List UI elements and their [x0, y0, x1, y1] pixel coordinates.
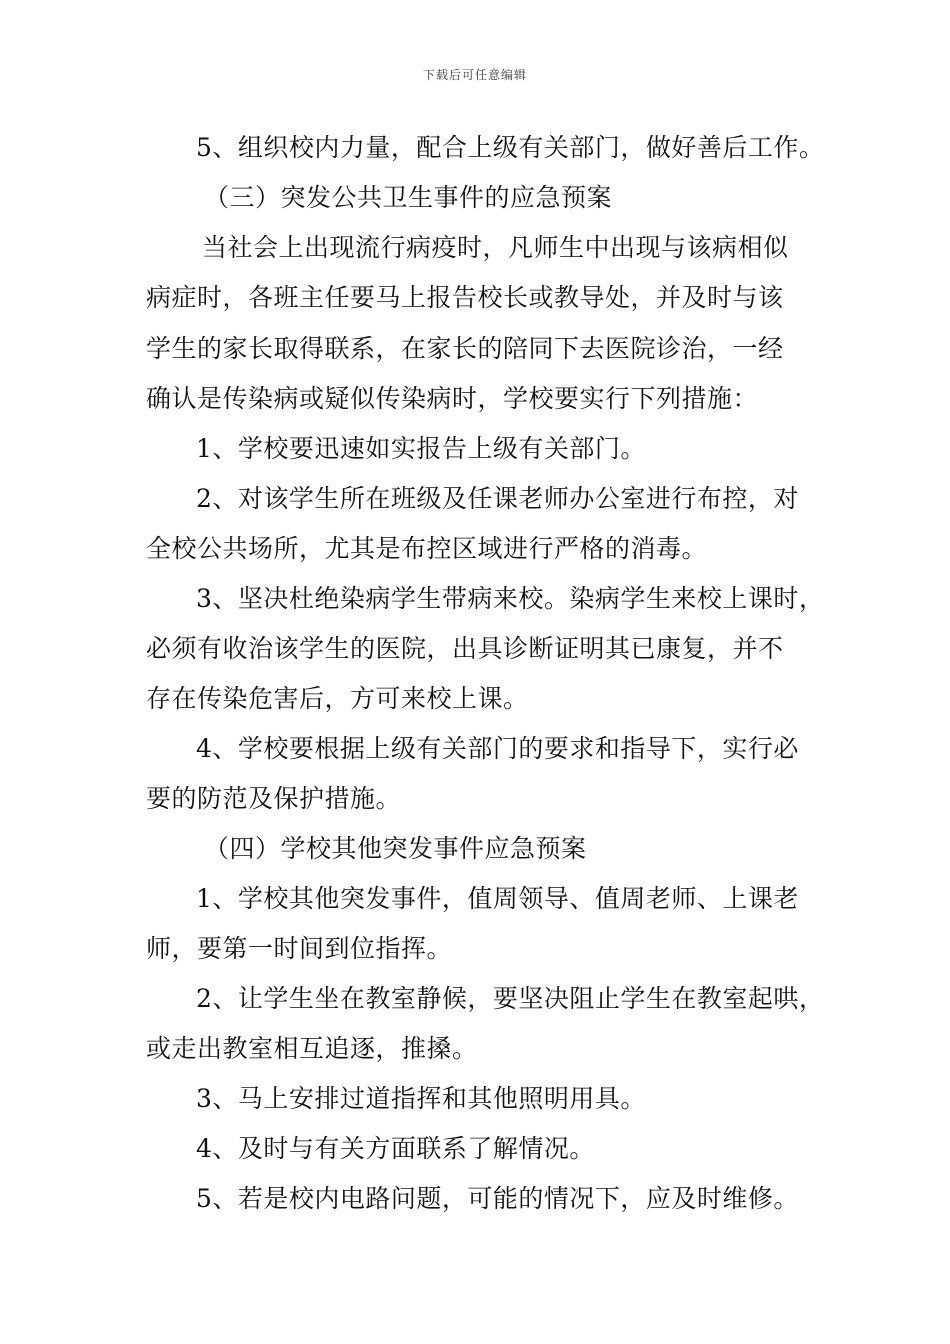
- paragraph-line: 1、学校其他突发事件，值周领导、值周老师、上课老: [196, 884, 799, 913]
- page-header: 下载后可任意编辑: [422, 68, 527, 82]
- paragraph-line: 2、让学生坐在教室静候，要坚决阻止学生在教室起哄，: [196, 984, 825, 1013]
- section-heading: （三）突发公共卫生事件的应急预案: [204, 183, 613, 212]
- paragraph-line: 4、学校要根据上级有关部门的要求和指导下，实行必: [196, 734, 799, 763]
- paragraph-line: 3、马上安排过道指挥和其他照明用具。: [196, 1084, 646, 1113]
- paragraph-line: 3、坚决杜绝染病学生带病来校。染病学生来校上课时，: [196, 584, 825, 613]
- paragraph-line: 全校公共场所，尤其是布控区域进行严格的消毒。: [146, 534, 708, 563]
- paragraph-line: 必须有收治该学生的医院，出具诊断证明其已康复，并不: [146, 634, 784, 663]
- paragraph-line: 师，要第一时间到位指挥。: [146, 934, 453, 963]
- paragraph-line: 4、及时与有关方面联系了解情况。: [196, 1134, 595, 1163]
- paragraph-line: 或走出教室相互追逐，推搡。: [146, 1034, 478, 1063]
- paragraph-line: 5、若是校内电路问题，可能的情况下，应及时维修。: [196, 1184, 799, 1213]
- paragraph-line: 要的防范及保护措施。: [146, 784, 402, 813]
- paragraph-line: 2、对该学生所在班级及任课老师办公室进行布控，对: [196, 484, 799, 513]
- section-heading: （四）学校其他突发事件应急预案: [204, 834, 587, 863]
- paragraph-line: 病症时，各班主任要马上报告校长或教导处，并及时与该: [146, 283, 784, 312]
- paragraph-line: 1、学校要迅速如实报告上级有关部门。: [196, 434, 646, 463]
- paragraph-line: 学生的家长取得联系，在家长的陪同下去医院诊治，一经: [146, 334, 784, 363]
- paragraph-line: 存在传染危害后，方可来校上课。: [146, 684, 529, 713]
- paragraph-line: 当社会上出现流行病疫时，凡师生中出现与该病相似: [202, 233, 789, 262]
- paragraph-line: 5、组织校内力量，配合上级有关部门，做好善后工作。: [196, 133, 825, 162]
- paragraph-line: 确认是传染病或疑似传染病时，学校要实行下列措施：: [146, 384, 759, 413]
